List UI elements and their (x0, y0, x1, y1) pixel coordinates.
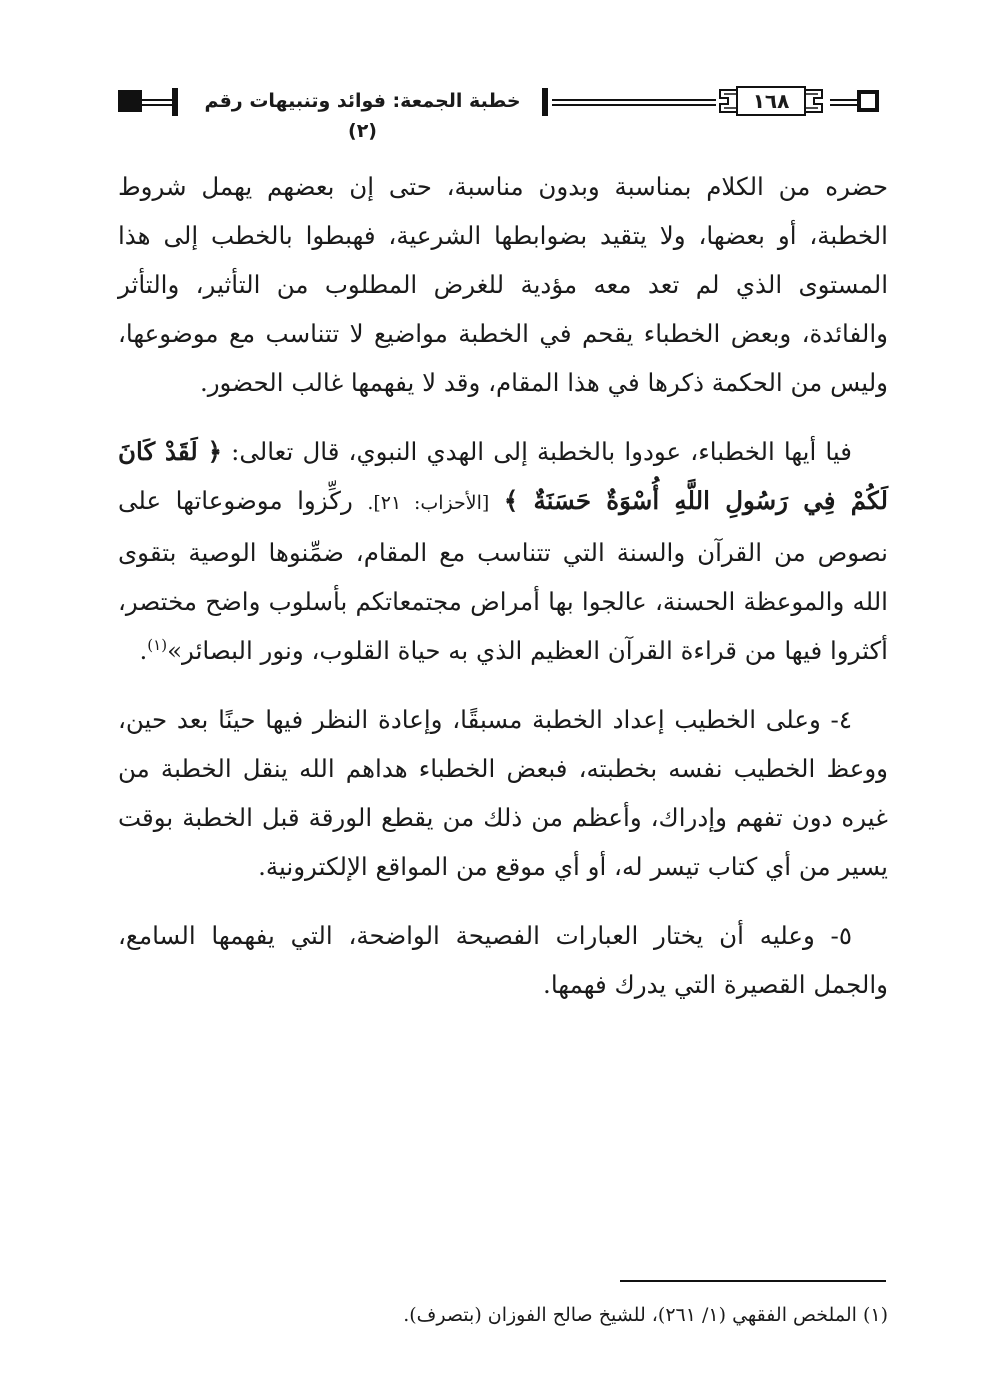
paragraph: حضره من الكلام بمناسبة وبدون مناسبة، حتى إن بعضهم يهمل شروط الخطبة، أو بعضها، ولا يتقيد بضوابطها الشرعية، فهبطوا بالخطب إلى هذا المستوى الذي لم تعد معه مؤدية للغرض المطلوب من التأثير، والتأثر والفائدة، وبعض الخطباء يقحم في الخطبة مواضيع لا تتناسب مع موضوعها، وليس من الحكمة ذكرها في هذا المقام، وقد لا يفهمها غالب الحضور. (118, 172, 888, 397)
paragraph: ٤- وعلى الخطيب إعداد الخطبة مسبقًا، وإعادة النظر فيها حينًا بعد حين، ووعظ الخطيب نفسه بخطبته، فبعض الخطباء هداهم الله ينقل الخطبة من غيره دون تفهم وإدراك، وأعظم من ذلك من يقطع الورقة قبل الخطبة بوقت يسير من أي كتاب تيسر له، أو أي موقع من المواقع الإلكترونية. (118, 705, 888, 881)
verse-reference: [الأحزاب: ٢١]. (367, 492, 490, 514)
frame-ornament-icon (714, 84, 736, 118)
header-filled-square-icon (118, 90, 142, 112)
header-rule (830, 104, 858, 106)
header-rule (830, 99, 858, 101)
quran-verse: ﴿ لَقَدْ كَانَ لَكُمْ فِي رَسُولِ اللَّهِ أُسْوَةٌ حَسَنَةٌ ﴾ (118, 437, 888, 515)
header-divider (172, 88, 178, 116)
paragraph-end: . (139, 636, 148, 665)
footnote: (١) الملخص الفقهي (١/ ٢٦١)، للشيخ صالح الفوزان (بتصرف). (403, 1304, 888, 1326)
paragraph (118, 427, 888, 675)
paragraph-text: فيا أيها الخطباء، عودوا بالخطبة إلى الهدي النبوي، قال تعالى: (231, 437, 852, 466)
header-rule (552, 99, 716, 101)
footnote-separator (620, 1280, 886, 1282)
paragraph-text: ركِّزوا موضوعاتها على نصوص من القرآن والسنة التي تتناسب مع المقام، ضمِّنوها الوصية بتقوى الله والموعظة الحسنة، عالجوا بها أمراض مجتمعاتكم بأسلوب واضح مختصر، أكثروا فيها من قراءة القرآن العظيم الذي به حياة القلوب، ونور البصائر» (118, 486, 888, 665)
footnote-marker: (١) (147, 635, 168, 654)
header-rule (142, 99, 172, 101)
page-header (0, 80, 1004, 142)
header-rule (142, 104, 172, 106)
running-title: خطبة الجمعة: فوائد وتنبيهات رقم (٢) (190, 86, 535, 116)
header-square-ornament-icon (857, 90, 879, 112)
header-rule (552, 104, 716, 106)
main-text (118, 162, 888, 1009)
paragraph: ٥- وعليه أن يختار العبارات الفصيحة الواضحة، التي يفهمها السامع، والجمل القصيرة التي يدرك فهمها. (118, 921, 888, 999)
page-number: ١٦٨ (736, 86, 806, 116)
header-divider (542, 88, 548, 116)
frame-ornament-icon (806, 84, 828, 118)
